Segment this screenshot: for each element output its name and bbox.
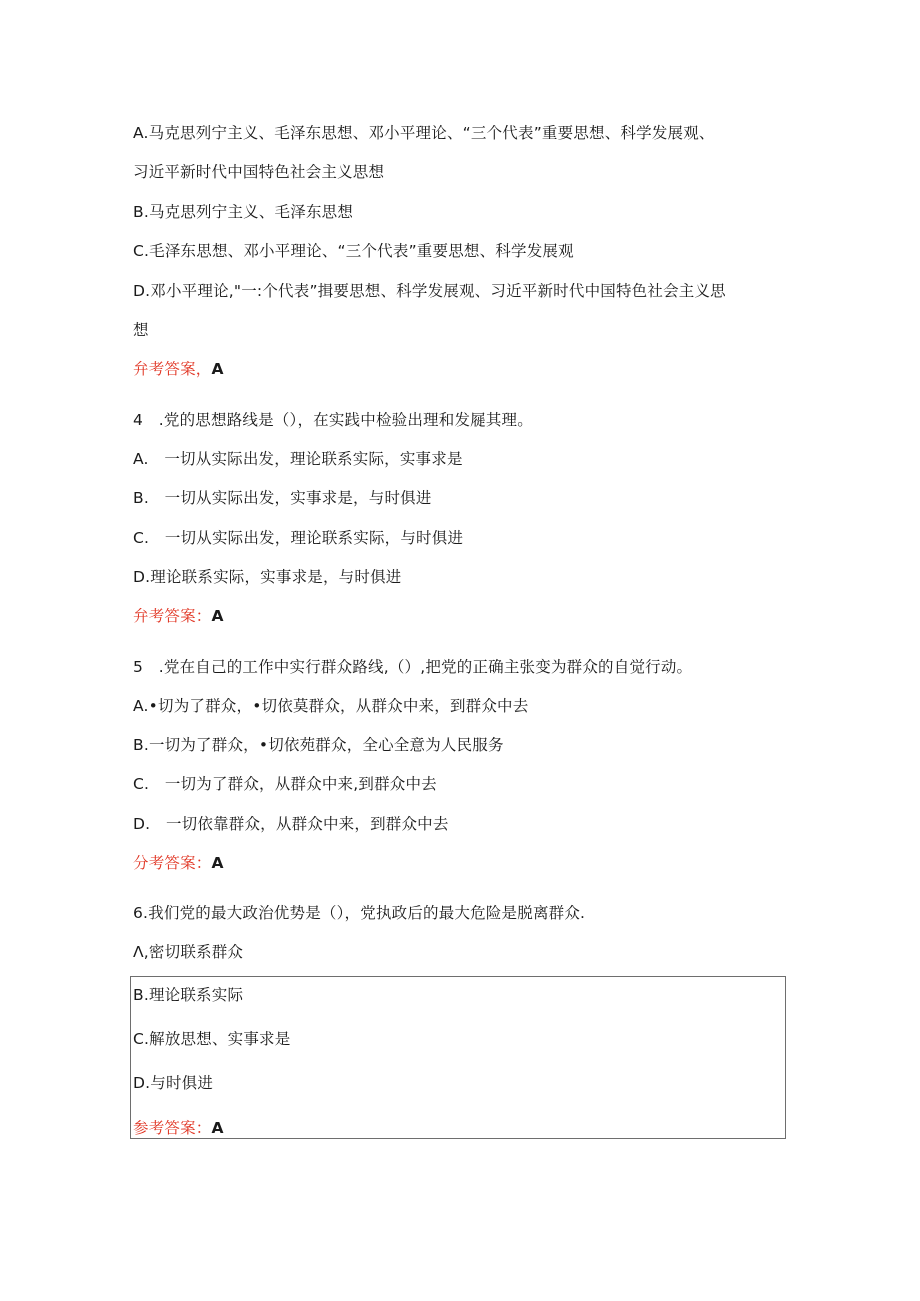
q3-option-b: B.马克思列宁主义、毛泽东思想 [133, 203, 354, 221]
q6-answer [133, 1117, 224, 1139]
q4-answer-value: A [211, 607, 224, 625]
q3-option-a-line2: 习近平新时代中国特色社会主义思想 [133, 163, 385, 181]
q6-answer-label: 参考答案： [133, 1119, 212, 1137]
q3-option-c: C.毛泽东思想、邓小平理论、“三个代表”重要思想、科学发展观 [133, 242, 574, 260]
q3-answer-label: 弁考答案， [133, 360, 212, 378]
q6-option-b: B.理论联系实际 [133, 986, 244, 1004]
q3-option-d-line1: D.邓小平理论,"一:个代表”揖要思想、科学发展观、习近平新时代中国特色社会主义思 [133, 282, 726, 300]
q5-option-a: A.•切为了群众，•切依莫群众，从群众中来，到群众中去 [133, 697, 529, 715]
q5-answer-label: 分考答案： [133, 854, 212, 872]
q5-answer-value: A [211, 854, 224, 872]
q6-answer-value: A [211, 1119, 224, 1137]
q3-option-a-line1: A.马克思列宁主义、毛泽东思想、邓小平理论、“三个代表”重要思想、科学发展观、 [133, 124, 715, 142]
q5-answer [133, 852, 224, 874]
q5-question: 5 .党在自己的工作中实行群众路线,（）,把党的正确主张变为群众的自觉行动。 [133, 658, 693, 676]
q3-answer [133, 358, 224, 380]
q6-option-d: D.与时俱进 [133, 1074, 214, 1092]
q4-option-c: C. 一切从实际出发，理论联系实际，与时俱进 [133, 529, 464, 547]
q6-question: 6.我们党的最大政治优势是（），党执政后的最大危险是脱离群众. [133, 904, 586, 922]
q3-option-d-line2: 想 [133, 321, 149, 339]
q5-option-c: C. 一切为了群众，从群众中来,到群众中去 [133, 775, 437, 793]
q4-option-a: A. 一切从实际出发，理论联系实际，实事求是 [133, 450, 463, 468]
q3-answer-value: A [211, 360, 224, 378]
q4-option-d: D.理论联系实际，实事求是，与时俱进 [133, 568, 402, 586]
q4-question: 4 .党的思想路线是（），在实践中检验出理和发屣其理。 [133, 411, 533, 429]
q6-option-a: Λ,密切联系群众 [133, 943, 244, 961]
q6-option-c: C.解放思想、实事求是 [133, 1030, 291, 1048]
q5-option-d: D. 一切依靠群众，从群众中来，到群众中去 [133, 815, 449, 833]
q5-option-b: B.一切为了群众，•切依苑群众，全心全意为人民服务 [133, 736, 504, 754]
q4-option-b: B. 一切从实际出发，实事求是，与时俱进 [133, 489, 432, 507]
q4-answer-label: 弁考答案： [133, 607, 212, 625]
q4-answer [133, 605, 224, 627]
